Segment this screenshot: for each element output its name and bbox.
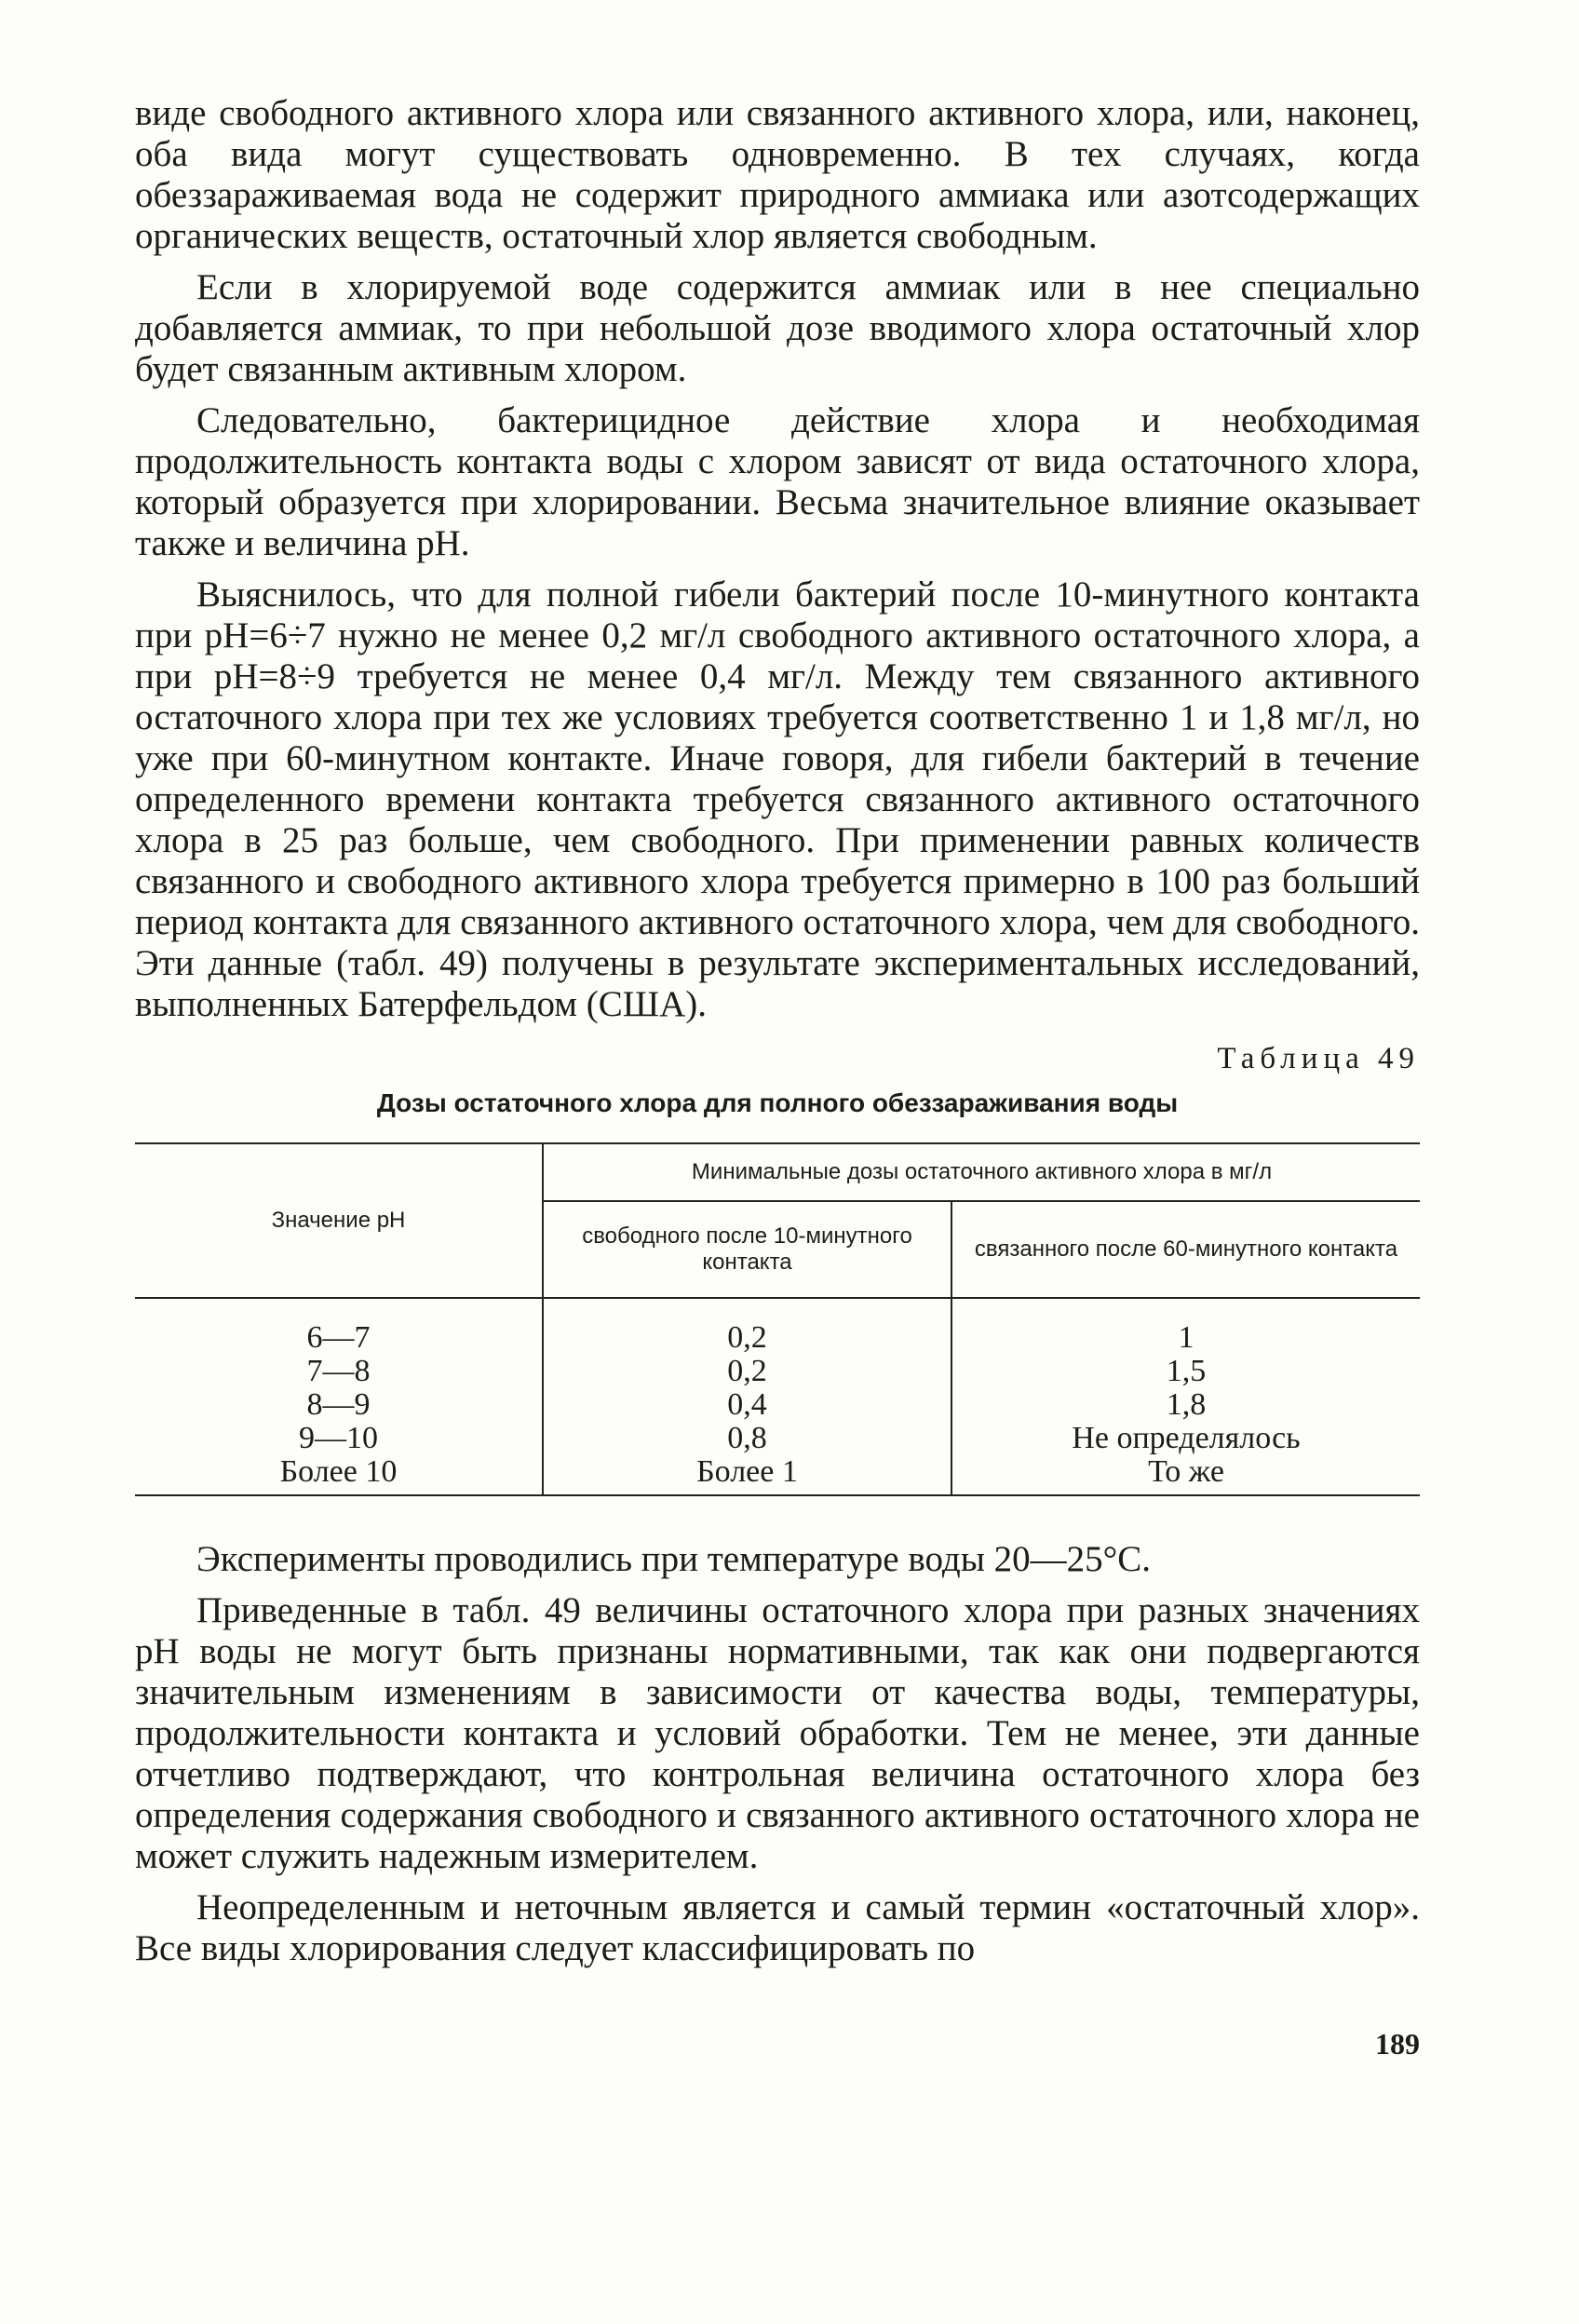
table-label: Таблица 49	[1217, 1042, 1420, 1075]
cell-free: Более 1	[543, 1455, 951, 1495]
cell-free: 0,4	[543, 1388, 951, 1422]
cell-free: 0,2	[543, 1298, 951, 1355]
cell-bound: Не определялось	[1072, 1421, 1301, 1455]
column-header-min-doses: Минимальные дозы остаточного активного хлора в мг/л	[543, 1143, 1420, 1201]
cell-ph: 9—10	[135, 1422, 543, 1455]
cell-ph: 7—8	[135, 1355, 543, 1388]
cell-ph: 6—7	[135, 1298, 543, 1355]
cell-bound: То же	[951, 1455, 1420, 1495]
page-number: 189	[1375, 2027, 1420, 2061]
table-row	[135, 1455, 1420, 1495]
cell-free: 0,8	[543, 1422, 951, 1455]
book-page	[135, 93, 1420, 2061]
table-row	[135, 1422, 1420, 1455]
paragraph-3: Следовательно, бактерицидное действие хлора и необходимая продолжительность контакта воды с хлором зависят от вида остаточного хлора, который образуется при хлорировании. Весьма значительное влияние оказывает также и величина pH.	[135, 400, 1420, 563]
paragraph-1: виде свободного активного хлора или связанного активного хлора, или, наконец, оба вида могут существовать одновременно. В тех случаях, когда обеззараживаемая вода не содержит природного аммиака или азотсодержащих органических веществ, остаточный хлор является свободным.	[135, 93, 1420, 256]
paragraph-4: Выяснилось, что для полной гибели бактерий после 10-минутного контакта при pH=6÷7 нужно не менее 0,2 мг/л свободного активного остаточного хлора, а при pH=8÷9 требуется не менее 0,4 мг/л. Между тем связанного активного остаточного хлора при тех же условиях требуется соответственно 1 и 1,8 мг/л, но уже при 60-минутном контакте. Иначе говоря, для гибели бактерий в течение определенного времени контакта требуется связанного активного остаточного хлора в 25 раз больше, чем свободного. При применении равных количеств связанного и свободного активного хлора требуется примерно в 100 раз больший период контакта для связанного активного остаточного хлора, чем для свободного. Эти данные (табл. 49) получены в результате экспериментальных исследований, выполненных Батерфельдом (США).	[135, 574, 1420, 1024]
paragraph-5: Эксперименты проводились при температуре воды 20—25°С.	[196, 1539, 1152, 1579]
cell-bound: 1	[1178, 1320, 1194, 1355]
table-row	[135, 1298, 1420, 1355]
cell-ph: 8—9	[135, 1388, 543, 1422]
chlorine-dose-table	[135, 1142, 1420, 1496]
column-header-ph: Значение pH	[135, 1143, 543, 1298]
column-header-free: свободного после 10-минутного контакта	[543, 1201, 951, 1298]
paragraph-6: Приведенные в табл. 49 величины остаточного хлора при разных значениях pH воды не могут быть признаны нормативными, так как они подвергаются значительным изменениям в зависимости от качества воды, температуры, продолжительности контакта и условий обработки. Тем не менее, эти данные отчетливо подтверждают, что контрольная величина остаточного хлора без определения содержания свободного и связанного активного остаточного хлора не может служить надежным измерителем.	[135, 1590, 1420, 1876]
table-row	[135, 1388, 1420, 1422]
table-row	[135, 1355, 1420, 1388]
cell-bound: 1,5	[1166, 1354, 1207, 1388]
table-title: Дозы остаточного хлора для полного обеззараживания воды	[376, 1088, 1179, 1117]
paragraph-7: Неопределенным и неточным является и самый термин «остаточный хлор». Все виды хлорирования следует классифицировать по	[135, 1887, 1420, 1968]
cell-bound: 1,8	[1166, 1387, 1207, 1422]
cell-ph: Более 10	[135, 1455, 543, 1495]
column-header-bound: связанного после 60-минутного контакта	[951, 1201, 1420, 1298]
cell-free: 0,2	[543, 1355, 951, 1388]
paragraph-2: Если в хлорируемой воде содержится аммиак или в нее специально добавляется аммиак, то при небольшой дозе вводимого хлора остаточный хлор будет связанным активным хлором.	[135, 267, 1420, 389]
